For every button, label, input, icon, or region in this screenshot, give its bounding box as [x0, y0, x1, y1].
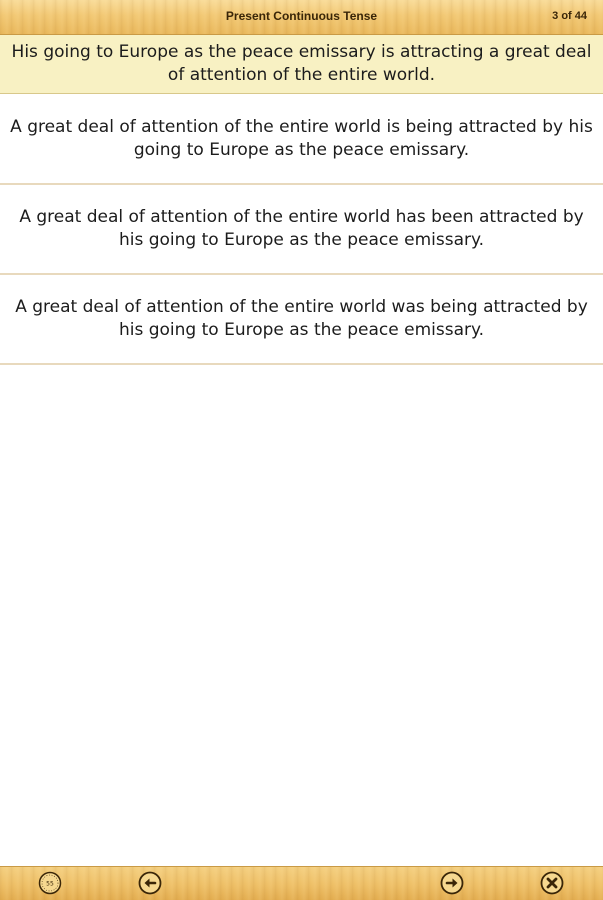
answer-options-list — [0, 95, 603, 365]
timer-icon — [38, 871, 62, 895]
answer-option-2[interactable]: A great deal of attention of the entire world has been attracted by his going to Europe as the peace emissary. — [0, 185, 603, 275]
bottom-toolbar — [0, 866, 603, 900]
previous-button[interactable] — [138, 871, 162, 895]
close-icon — [540, 871, 564, 895]
arrow-right-icon — [440, 871, 464, 895]
question-counter: 3 of 44 — [552, 10, 587, 22]
title-bar — [0, 0, 603, 35]
answer-option-3[interactable]: A great deal of attention of the entire world was being attracted by his going to Europe as the peace emissary. — [0, 275, 603, 365]
next-button[interactable] — [440, 871, 464, 895]
close-button[interactable] — [540, 871, 564, 895]
answer-option-1[interactable]: A great deal of attention of the entire world is being attracted by his going to Europe as the peace emissary. — [0, 95, 603, 185]
timer-button[interactable] — [38, 871, 62, 895]
timer-value: 55 — [46, 880, 54, 888]
arrow-left-icon — [138, 871, 162, 895]
page-title: Present Continuous Tense — [225, 9, 378, 23]
question-text: His going to Europe as the peace emissary is attracting a great deal of attention of the entire world. — [0, 35, 603, 94]
